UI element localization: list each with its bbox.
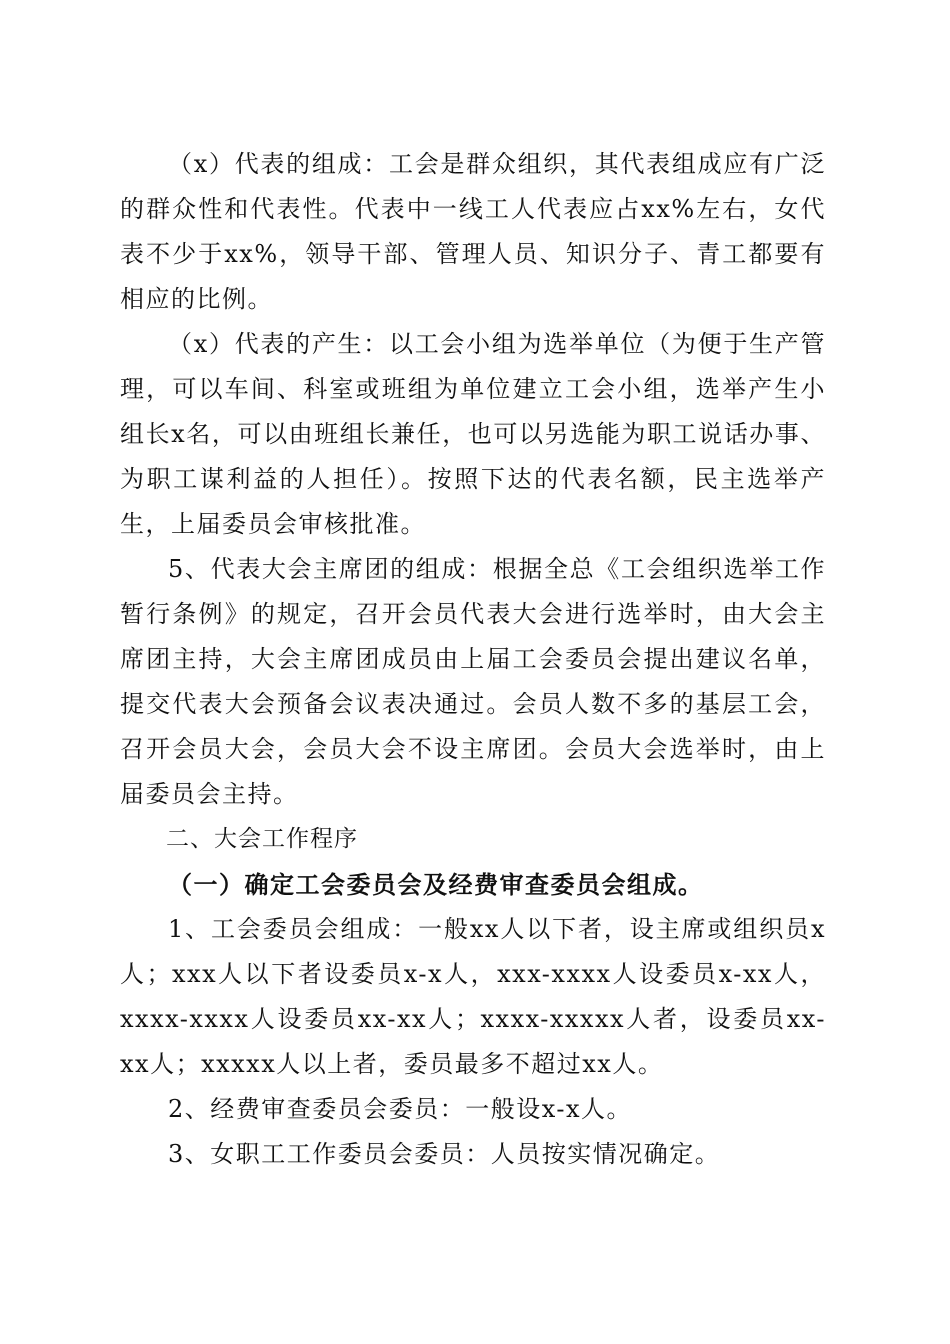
paragraph-representative-composition: （x）代表的组成：工会是群众组织，其代表组成应有广泛的群众性和代表性。代表中一线工人代表应占xx%左右，女代表不少于xx%，领导干部、管理人员、知识分子、青工都要有相应的比例。 — [120, 150, 826, 313]
subsection-heading-committees: （一）确定工会委员会及经费审查委员会组成。 — [168, 870, 704, 899]
paragraph-representative-election: （x）代表的产生：以工会小组为选举单位（为便于生产管理，可以车间、科室或班组为单位建立工会小组，选举产生小组长x名，可以由班组长兼任，也可以另选能为职工说话办事、为职工谋利益的人担任）。按照下达的代表名额，民主选举产生，上届委员会审核批准。 — [120, 330, 826, 538]
paragraph-union-committee: 1、工会委员会组成：一般xx人以下者，设主席或组织员x人；xxx人以下者设委员x-x人，xxx-xxxx人设委员x-xx人，xxxx-xxxx人设委员xx-xx人；xxxx-xxxxx人者，设委员xx-xx人；xxxxx人以上者，委员最多不超过xx人。 — [120, 915, 826, 1078]
paragraph-women-committee: 3、女职工工作委员会委员：人员按实情况确定。 — [168, 1140, 721, 1168]
paragraph-audit-committee: 2、经费审查委员会委员：一般设x-x人。 — [168, 1095, 633, 1123]
paragraph-presidium-composition: 5、代表大会主席团的组成：根据全总《工会组织选举工作暂行条例》的规定，召开会员代表大会进行选举时，由大会主席团主持，大会主席团成员由上届工会委员会提出建议名单，提交代表大会预备会议表决通过。会员人数不多的基层工会，召开会员大会，会员大会不设主席团。会员大会选举时，由上届委员会主持。 — [120, 555, 826, 808]
section-heading-procedure: 二、大会工作程序 — [166, 826, 358, 852]
document-body — [120, 142, 826, 1177]
